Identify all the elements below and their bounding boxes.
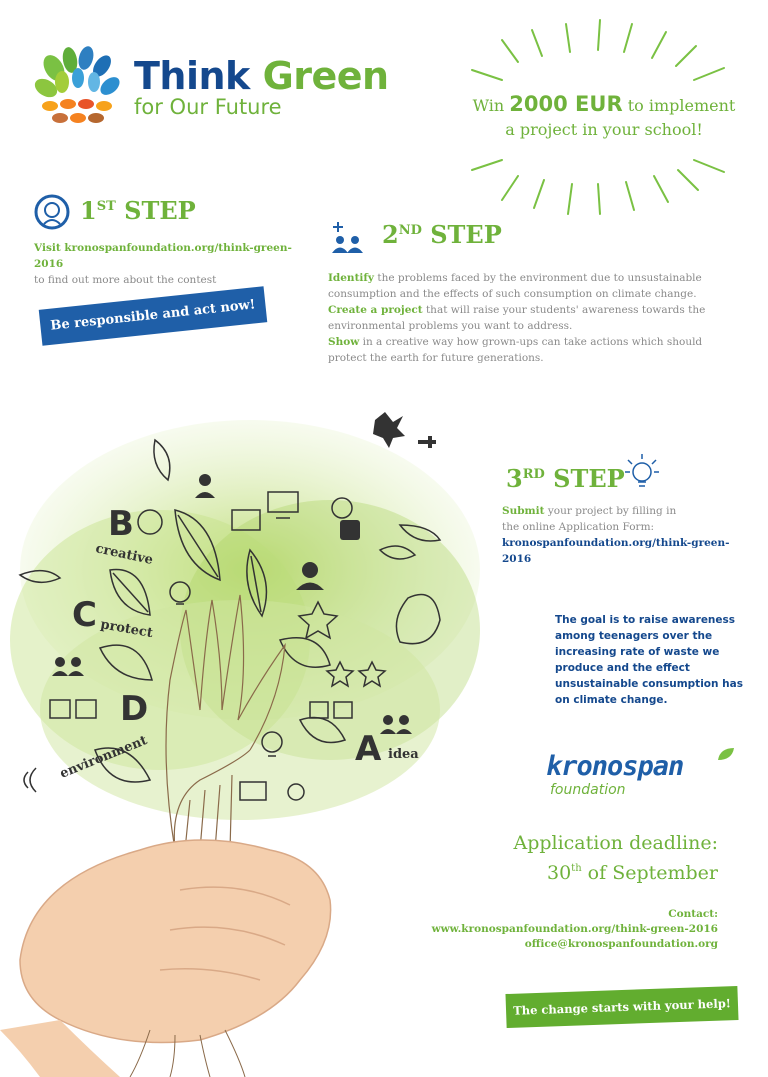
kronospan-logo <box>546 752 736 808</box>
kronospan-foundation: foundation <box>550 782 626 798</box>
prize-text: Win 2000 EUR to implement a project in your school! <box>472 92 736 139</box>
tree-word-environment: environment <box>57 733 150 782</box>
step2-text: Identify the problems faced by the environment due to unsustainable consumption and the effects of such consumption on climate change. Create a project that will raise your students' awareness towards the environmental problems you want to address. Show in a creative way how grown-ups can take actions which should protect the earth for future generations. <box>328 272 706 364</box>
step3-link[interactable]: kronospanfoundation.org/think-green-2016 <box>502 537 730 565</box>
contact-website-link[interactable]: www.kronospanfoundation.org/think-green-2016 <box>431 923 718 935</box>
tree-word-protect: protect <box>99 617 154 642</box>
tree-illustration <box>0 380 520 1077</box>
step1-heading: 1ST STEP <box>80 196 196 225</box>
lightbulb-icon <box>624 452 660 494</box>
tree-letter-b: B <box>108 504 134 544</box>
act-now-banner: Be responsible and act now! <box>39 286 268 345</box>
contact-block: Contact: www.kronospanfoundation.org/think-green-2016 office@kronospanfoundation.org <box>431 908 718 950</box>
people-group-icon <box>328 220 366 254</box>
leaf-icon <box>716 746 736 762</box>
page-subtitle: for Our Future <box>134 95 282 119</box>
tree-word-creative: creative <box>94 541 155 569</box>
think-green-logo-icon <box>32 44 124 132</box>
step3-text: Submit your project by filling in the online Application Form: kronospanfoundation.org/think-green-2016 <box>502 505 730 565</box>
contact-email-link[interactable]: office@kronospanfoundation.org <box>524 938 718 950</box>
change-banner: The change starts with your help! <box>505 986 738 1028</box>
tree-letter-a: A <box>355 729 382 769</box>
kronospan-name: kronospan <box>546 751 684 782</box>
step1-link[interactable]: Visit kronospanfoundation.org/think-green-2016 <box>34 242 292 270</box>
tree-word-idea: idea <box>388 747 419 762</box>
tree-letter-c: C <box>72 595 97 635</box>
page-title: Think Green <box>134 54 389 98</box>
step2-heading: 2ND STEP <box>382 220 502 249</box>
head-thinking-icon <box>34 194 70 230</box>
step1-text: Visit kronospanfoundation.org/think-green-2016 to find out more about the contest <box>34 242 292 286</box>
step3-heading: 3RD STEP <box>506 464 625 493</box>
goal-text: The goal is to raise awareness among teenagers over the increasing rate of waste we produce and the effect unsustainable consumption has on climate change. <box>555 614 743 706</box>
application-deadline: Application deadline: 30th of September <box>513 832 718 884</box>
tree-letter-d: D <box>120 689 149 729</box>
